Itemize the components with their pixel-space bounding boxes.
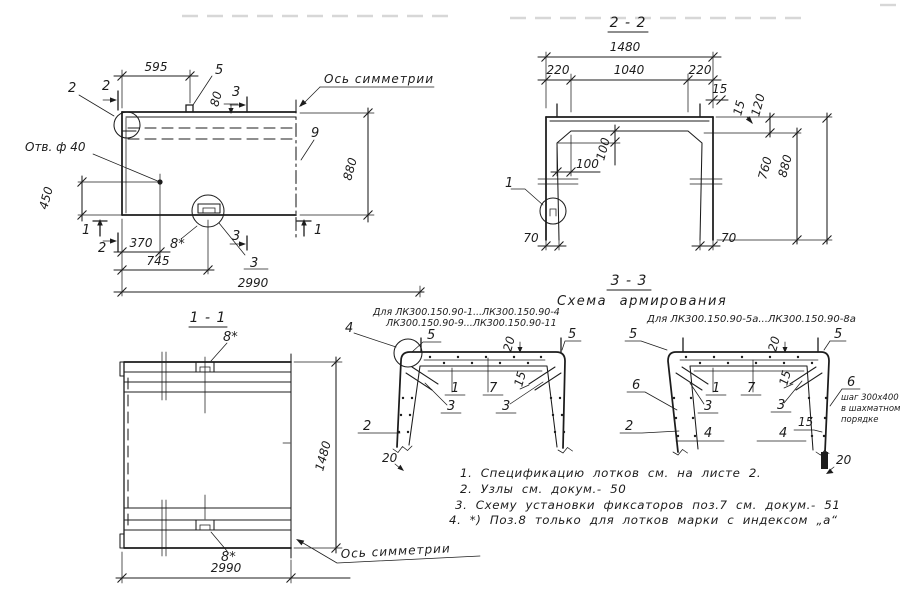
note-line-3: 3. Схему установки фиксаторов поз.7 см. докум.- 51 [455,498,841,512]
callout-1: 1 [712,381,721,396]
leg-detail-circle [540,198,566,224]
dim-745: 745 [146,254,170,268]
callout-1: 1 [451,381,460,396]
section-3-3 [345,273,900,474]
callout-5: 5 [215,63,224,78]
leg-end-block [821,452,828,469]
dim-220-right: 220 [688,63,712,77]
section-3-3-left-detail [345,307,581,471]
dim-370: 370 [129,236,153,250]
dim-70-right: 70 [721,231,737,245]
dim-120: 120 [748,92,768,118]
axis-label-bottom: Ось симметрии [340,541,452,561]
section-3-3-subtitle: Схема армирования [557,294,728,309]
callout-3-right: 3 [777,398,786,413]
callout-6-right: 6 [847,375,856,390]
top-ledge [186,105,193,112]
scan-artifacts [182,5,899,18]
section-marker-2-bottom: 2 [98,241,107,256]
dim-70-left: 70 [523,231,539,245]
view-1-1 [116,310,480,583]
section-marker-3-top: 3 [232,85,241,100]
section-3-3-title: 3 - 3 [610,273,648,289]
callout-4-right: 4 [779,426,788,441]
callout-3-left: 3 [447,399,456,414]
dim-1480: 1480 [312,439,334,473]
dim-1480: 1480 [609,40,641,54]
dim-595: 595 [144,60,168,74]
section-2-2-title: 2 - 2 [609,15,647,31]
dim-100-h: 100 [576,157,599,171]
section-marker-1-left: 1 [82,223,91,238]
callout-2: 2 [363,419,372,434]
section-marker-3-bottom: 3 [232,229,241,244]
callout-9: 9 [311,126,320,141]
dim-20-bottom: 20 [382,451,398,465]
dim-450: 450 [36,185,56,211]
dim-2990: 2990 [237,276,269,290]
callout-4: 4 [345,321,354,336]
note-line-4: 4. *) Поз.8 только для лотков марки с индексом „а“ [449,513,838,527]
dim-760: 760 [755,155,775,181]
spacing-note-line3: порядке [841,415,879,425]
callout-5-right: 5 [834,327,843,342]
callout-5-right: 5 [568,327,577,342]
view-1-1-title: 1 - 1 [189,310,227,326]
callout-5-left: 5 [629,327,638,342]
spacing-note-line1: шаг 300х400 [841,393,899,403]
callout-1: 1 [505,176,514,191]
section-3-3-right-detail [620,314,900,474]
applies-line2: ЛК300.150.90-9...ЛК300.150.90-11 [386,318,557,329]
note-line-2: 2. Узлы см. докум.- 50 [460,482,627,496]
dim-100-v: 100 [593,136,613,162]
plan-view [25,60,434,297]
callout-2: 2 [625,419,634,434]
callout-7: 7 [747,381,756,396]
dim-880: 880 [340,156,360,182]
callout-8-top: 8* [223,330,238,345]
callout-3-right: 3 [502,399,511,414]
applies-line1: Для ЛК300.150.90-1...ЛК300.150.90-4 [373,307,560,318]
dim-15-a: 15 [712,82,728,96]
callout-2: 2 [68,81,77,96]
dim-20-bottom: 20 [836,453,852,467]
callout-6-left: 6 [632,378,641,393]
dim-15-outer: 15 [798,415,814,429]
dim-20-top: 20 [500,334,518,354]
dim-80: 80 [207,89,225,109]
dim-15: 15 [511,369,529,389]
callout-3-left: 3 [704,399,713,414]
callout-8-bottom: 8* [221,550,236,565]
section-2-2 [505,15,832,250]
callout-3: 3 [250,256,259,271]
callout-5-left: 5 [427,328,436,343]
dim-2990: 2990 [210,561,242,575]
section-marker-2-top: 2 [102,79,111,94]
spacing-note-line2: в шахматном [841,404,900,414]
hole-label: Отв. ф 40 [25,140,86,154]
dim-880: 880 [775,153,795,179]
callout-8: 8* [170,237,185,252]
dim-15-inner: 15 [776,368,794,388]
dim-1040: 1040 [613,63,645,77]
axis-label-top: Ось симметрии [324,72,435,86]
dim-20-top: 20 [765,334,783,354]
callout-4-left: 4 [704,426,713,441]
notes-block [449,466,840,527]
dim-220-left: 220 [546,63,570,77]
callout-7: 7 [489,381,498,396]
corner-detail-circle [114,112,140,138]
note-line-1: 1. Спецификацию лотков см. на листе 2. [460,466,762,480]
fixator-plate [198,204,220,213]
dim-15-b: 15 [730,98,748,118]
applies-label: Для ЛК300.150.90-5а...ЛК300.150.90-8а [647,314,856,325]
section-marker-1-right: 1 [314,223,323,238]
